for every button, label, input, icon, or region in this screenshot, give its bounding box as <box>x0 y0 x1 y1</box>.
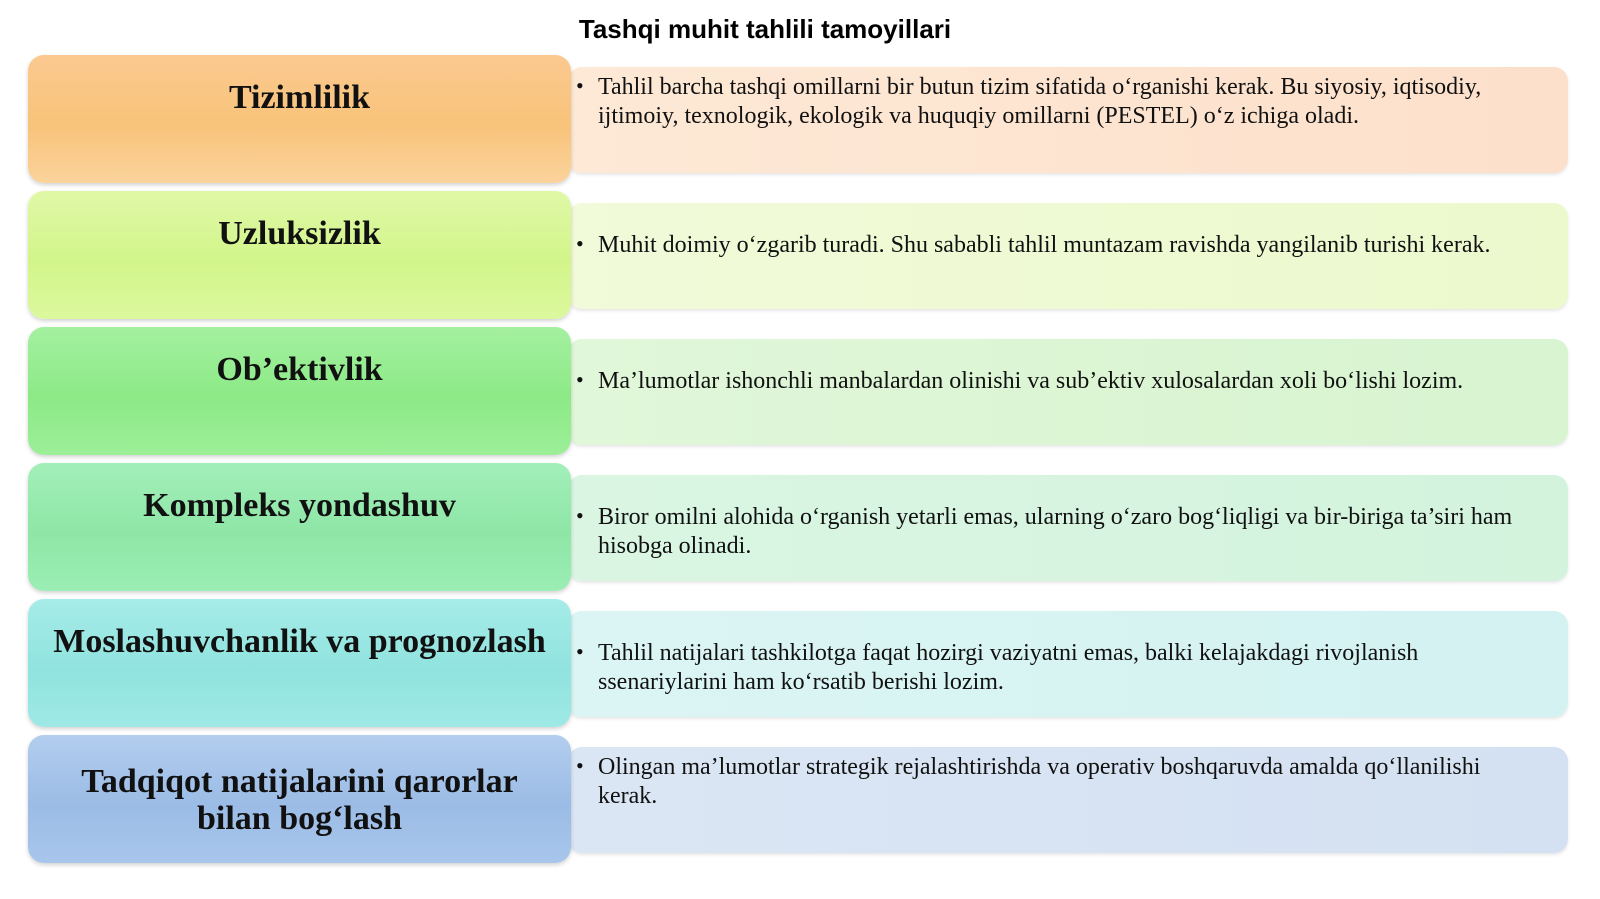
principle-description <box>576 345 1532 396</box>
bullet-icon: • <box>576 73 584 98</box>
principle-description-box <box>568 611 1568 717</box>
bullet-icon: • <box>576 503 584 528</box>
principle-description <box>576 73 1532 131</box>
principle-row <box>28 463 1570 593</box>
principle-label-box <box>28 599 571 727</box>
principle-description <box>576 753 1532 811</box>
principle-name: Tizimlilik <box>228 79 371 116</box>
principle-description-text: Muhit doimiy o‘zgarib turadi. Shu sababli tahlil muntazam ravishda yangilanib turishi kerak. <box>598 232 1491 258</box>
principle-description-box <box>568 475 1568 581</box>
page-title: Tashqi muhit tahlili tamoyillari <box>578 14 952 44</box>
principle-name: Ob’ektivlik <box>216 351 383 388</box>
principle-description-text: Tahlil barcha tashqi omillarni bir butun tizim sifatida o‘rganishi kerak. Bu siyosiy, iqtisodiy, ijtimoiy, texnologik, ekologik va huquqiy omillarni (PESTEL) o‘z ichiga oladi. <box>598 74 1482 129</box>
principle-name: Tadqiqot natijalarini qarorlar bilan bog‘lash <box>81 763 518 837</box>
bullet-icon: • <box>576 231 584 256</box>
principle-name: Moslashuvchanlik va prognozlash <box>53 623 546 660</box>
principle-description-box <box>568 339 1568 445</box>
principle-description-text: Ma’lumotlar ishonchli manbalardan olinishi va sub’ektiv xulosalardan xoli bo‘lishi lozim. <box>598 368 1464 394</box>
principle-description-box <box>568 67 1568 173</box>
principle-row <box>28 735 1570 865</box>
principle-label-box <box>28 327 571 455</box>
principle-row <box>28 191 1570 321</box>
principle-row <box>28 327 1570 457</box>
principle-description-box <box>568 203 1568 309</box>
principle-description-box <box>568 747 1568 853</box>
principle-description-text: Biror omilni alohida o‘rganish yetarli emas, ularning o‘zaro bog‘liqligi va bir-biriga ta’siri ham hisobga olinadi. <box>598 504 1513 559</box>
bullet-icon: • <box>576 367 584 392</box>
principle-label-box <box>28 55 571 183</box>
principle-name: Kompleks yondashuv <box>143 487 456 524</box>
bullet-icon: • <box>576 753 584 778</box>
principle-label-box <box>28 463 571 591</box>
principle-label-box <box>28 191 571 319</box>
principle-name: Uzluksizlik <box>218 215 381 252</box>
principle-description <box>576 481 1532 561</box>
principle-row <box>28 55 1570 185</box>
principle-description-text: Tahlil natijalari tashkilotga faqat hozirgi vaziyatni emas, balki kelajakdagi rivojlanish ssenariylarini ham ko‘rsatib berishi lozim. <box>598 640 1419 695</box>
principle-description-text: Olingan ma’lumotlar strategik rejalashtirishda va operativ boshqaruvda amalda qo‘llanilishi kerak. <box>598 754 1481 809</box>
principle-label-box <box>28 735 571 863</box>
bullet-icon: • <box>576 639 584 664</box>
principle-description <box>576 617 1532 697</box>
principle-row <box>28 599 1570 729</box>
principle-description <box>576 209 1532 260</box>
